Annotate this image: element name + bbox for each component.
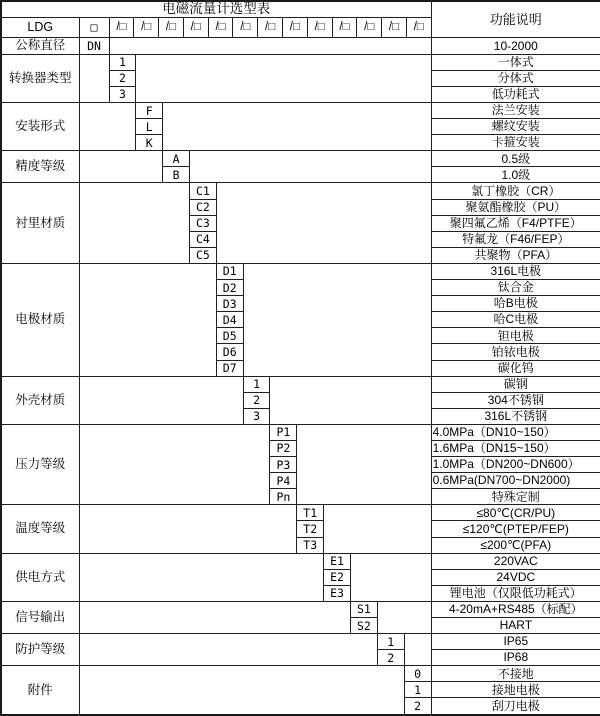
option-row — [1, 183, 600, 199]
stair-gap — [79, 263, 216, 376]
option-row — [1, 38, 600, 55]
option-desc: 特殊定制 — [431, 489, 600, 505]
stair-rest — [136, 54, 431, 102]
option-desc: 1.6MPa（DN15~150） — [431, 440, 600, 456]
stair-rest — [216, 183, 431, 263]
option-row — [1, 601, 600, 617]
option-desc: 低功耗式 — [431, 86, 600, 102]
category-label: 衬里材质 — [1, 183, 79, 263]
option-code: 1 — [377, 634, 404, 650]
stair-rest — [109, 38, 431, 55]
model-first-box: □ — [79, 18, 109, 38]
option-desc: 法兰安装 — [431, 103, 600, 119]
model-code-slot: /□ — [258, 18, 283, 37]
stair-rest — [350, 553, 431, 601]
option-desc: HART — [431, 618, 600, 634]
option-code: D7 — [216, 360, 243, 376]
option-desc: 哈C电极 — [431, 312, 600, 328]
option-code: F — [136, 103, 163, 119]
category-label: 供电方式 — [1, 553, 79, 601]
category-label: 防护等级 — [1, 634, 79, 666]
option-desc: 共聚物（PFA） — [431, 247, 600, 263]
model-code-slot: /□ — [110, 18, 135, 37]
stair-gap — [79, 54, 109, 102]
option-desc: 10-2000 — [431, 38, 600, 55]
model-code-slot: /□ — [357, 18, 382, 37]
option-code: Pn — [270, 489, 297, 505]
option-desc: ≤200℃(PFA) — [431, 537, 600, 553]
option-code: C4 — [189, 231, 216, 247]
option-code: 2 — [404, 698, 431, 715]
stair-rest — [297, 424, 431, 504]
model-code-slot: /□ — [283, 18, 308, 37]
category-label: 精度等级 — [1, 151, 79, 183]
category-label: 外壳材质 — [1, 376, 79, 424]
category-label: 电极材质 — [1, 263, 79, 376]
option-desc: 4-20mA+RS485（标配） — [431, 601, 600, 617]
option-desc: 聚氨酯橡胶（PU） — [431, 199, 600, 215]
category-label: 温度等级 — [1, 505, 79, 553]
option-desc: 螺纹安装 — [431, 119, 600, 135]
model-code-slot: /□ — [233, 18, 258, 37]
option-desc: 聚四氟乙烯（F4/PTFE） — [431, 215, 600, 231]
stair-rest — [163, 103, 431, 151]
model-code-slot: /□ — [333, 18, 358, 37]
option-code: 0 — [404, 666, 431, 682]
option-code: P1 — [270, 424, 297, 440]
option-code: 1 — [109, 54, 136, 70]
function-column-header: 功能说明 — [431, 1, 600, 38]
stair-gap — [79, 505, 297, 553]
option-desc: 24VDC — [431, 569, 600, 585]
option-desc: 锂电池（仅限低功耗式） — [431, 585, 600, 601]
option-desc: 1.0MPa（DN200~DN600） — [431, 457, 600, 473]
option-row — [1, 54, 600, 70]
model-code-slot: /□ — [134, 18, 159, 37]
option-desc: 一体式 — [431, 54, 600, 70]
stair-rest — [324, 505, 431, 553]
table-title: 电磁流量计选型表 — [1, 1, 431, 18]
option-code: S1 — [350, 601, 377, 617]
option-code: K — [136, 135, 163, 151]
category-label: 压力等级 — [1, 424, 79, 504]
option-code: 3 — [109, 86, 136, 102]
option-desc: 特氟龙（F46/FEP） — [431, 231, 600, 247]
stair-rest — [189, 151, 431, 183]
option-row — [1, 634, 600, 650]
option-code: P2 — [270, 440, 297, 456]
option-code: T1 — [297, 505, 324, 521]
option-desc: 卡箍安装 — [431, 135, 600, 151]
option-code: L — [136, 119, 163, 135]
option-code: C2 — [189, 199, 216, 215]
option-desc: 刮刀电极 — [431, 698, 600, 715]
option-desc: 304不锈钢 — [431, 392, 600, 408]
option-desc: ≤80℃(CR/PU) — [431, 505, 600, 521]
model-code-slot-strip — [109, 18, 431, 38]
option-row — [1, 151, 600, 167]
option-code: P4 — [270, 473, 297, 489]
model-code-slot: /□ — [308, 18, 333, 37]
stair-gap — [79, 183, 189, 263]
option-desc: 氯丁橡胶（CR） — [431, 183, 600, 199]
option-desc: 铂铱电极 — [431, 344, 600, 360]
option-desc: 碳钢 — [431, 376, 600, 392]
option-desc: IP68 — [431, 650, 600, 666]
option-code: 1 — [404, 682, 431, 698]
option-desc: ≤120℃(PTEP/FEP) — [431, 521, 600, 537]
stair-gap — [79, 553, 324, 601]
option-desc: 碳化钨 — [431, 360, 600, 376]
model-code-slot: /□ — [184, 18, 209, 37]
model-prefix: LDG — [1, 18, 79, 38]
option-code: D4 — [216, 312, 243, 328]
stair-rest — [404, 634, 431, 666]
option-code: DN — [79, 38, 109, 55]
model-code-slot: /□ — [209, 18, 234, 37]
option-row — [1, 263, 600, 279]
model-code-slot: /□ — [413, 21, 424, 34]
option-desc: 不接地 — [431, 666, 600, 682]
stair-gap — [79, 151, 163, 183]
option-desc: 哈B电极 — [431, 296, 600, 312]
option-desc: 钽电极 — [431, 328, 600, 344]
option-row — [1, 103, 600, 119]
option-code: E3 — [324, 585, 351, 601]
title-row — [1, 1, 600, 18]
option-code: E2 — [324, 569, 351, 585]
option-code: 2 — [243, 392, 270, 408]
option-code: 1 — [243, 376, 270, 392]
stair-rest — [377, 601, 431, 633]
option-desc: 接地电极 — [431, 682, 600, 698]
category-label: 转换器类型 — [1, 54, 79, 102]
stair-rest — [243, 263, 431, 376]
option-code: D6 — [216, 344, 243, 360]
stair-gap — [79, 666, 404, 715]
option-desc: 220VAC — [431, 553, 600, 569]
option-code: 3 — [243, 408, 270, 424]
stair-gap — [79, 103, 136, 151]
option-desc: 钛合金 — [431, 280, 600, 296]
option-desc: 1.0级 — [431, 167, 600, 183]
option-desc: 分体式 — [431, 70, 600, 86]
option-desc: 0.5级 — [431, 151, 600, 167]
option-code: D5 — [216, 328, 243, 344]
option-code: E1 — [324, 553, 351, 569]
option-code: C1 — [189, 183, 216, 199]
option-row — [1, 505, 600, 521]
option-row — [1, 376, 600, 392]
model-code-slot: /□ — [159, 18, 184, 37]
option-row — [1, 666, 600, 682]
option-code: D1 — [216, 263, 243, 279]
category-label: 信号输出 — [1, 601, 79, 633]
option-code: D2 — [216, 280, 243, 296]
option-code: T2 — [297, 521, 324, 537]
option-code: T3 — [297, 537, 324, 553]
stair-gap — [79, 424, 270, 504]
option-code: A — [163, 151, 190, 167]
option-row — [1, 424, 600, 440]
model-code-slot: /□ — [382, 18, 407, 37]
category-label: 附件 — [1, 666, 79, 715]
option-code: C5 — [189, 247, 216, 263]
option-row — [1, 553, 600, 569]
stair-gap — [79, 376, 243, 424]
category-label: 安装形式 — [1, 103, 79, 151]
option-code: B — [163, 167, 190, 183]
option-code: C3 — [189, 215, 216, 231]
stair-gap — [79, 601, 350, 633]
option-code: S2 — [350, 618, 377, 634]
stair-rest — [270, 376, 431, 424]
option-desc: 316L不锈钢 — [431, 408, 600, 424]
option-code: P3 — [270, 457, 297, 473]
option-code: 2 — [377, 650, 404, 666]
option-desc: 0.6MPa(DN700~DN2000) — [431, 473, 600, 489]
option-code: D3 — [216, 296, 243, 312]
option-desc: 316L电极 — [431, 263, 600, 279]
model-code-slots — [110, 18, 431, 37]
option-code: 2 — [109, 70, 136, 86]
category-label: 公称直径 — [1, 38, 79, 55]
option-desc: IP65 — [431, 634, 600, 650]
stair-gap — [79, 634, 377, 666]
option-desc: 4.0MPa（DN10~150） — [431, 424, 600, 440]
